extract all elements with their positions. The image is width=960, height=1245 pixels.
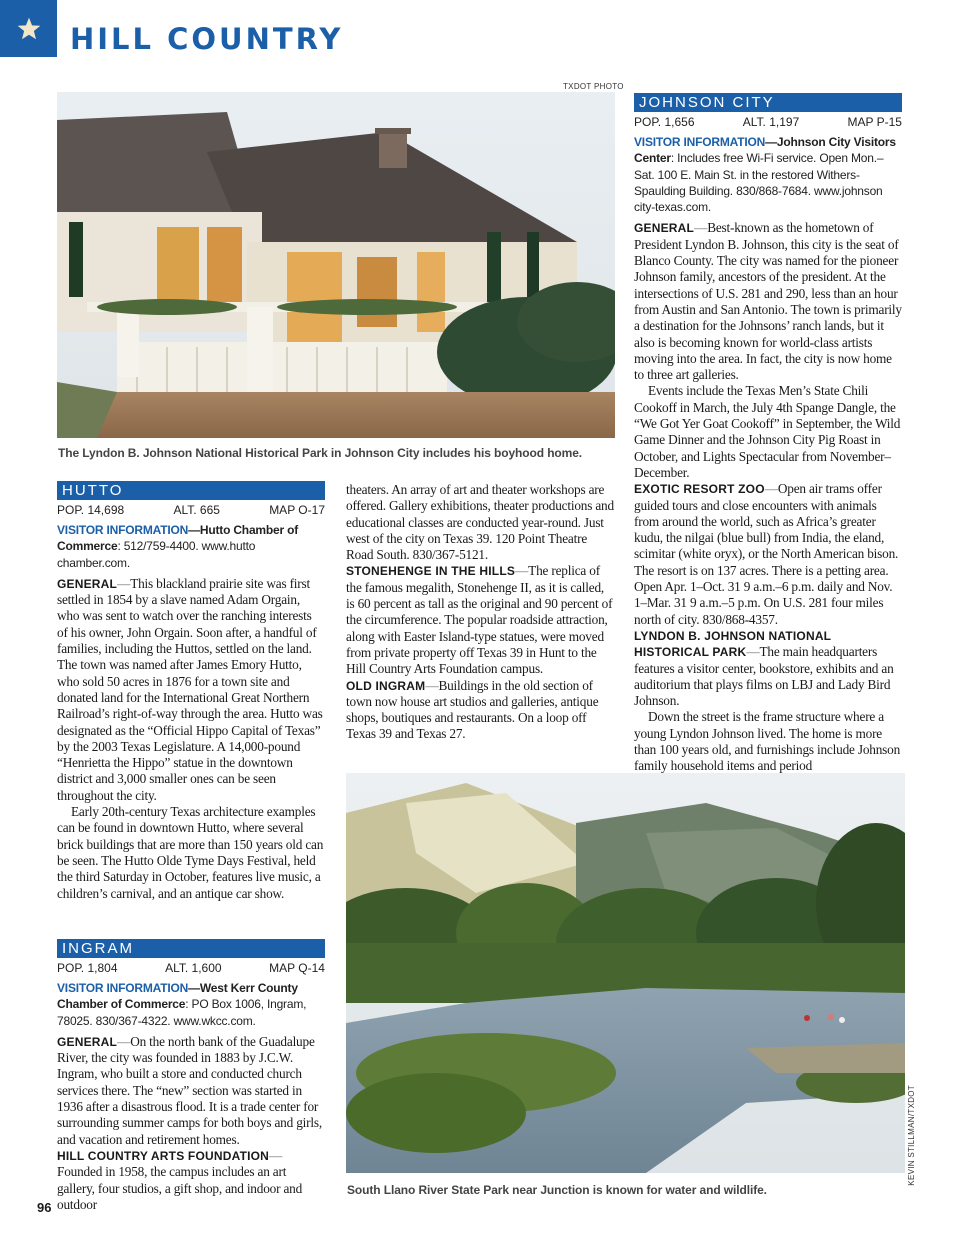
general-paragraph: GENERAL—This blackland prairie site was first settled in 1854 by a slave named Adam Orgain, who was sent to watch over the ranching interests of his owner, John Orgain. Soon after, a handful of families, including the Huttos, settled on the land. The town was named after James Emory Hutto, who sold 50 acres in 1876 for a town site and donated land for the International Great Northern Railroad’s right-of-way through the area. Hutto was designated as the “Official Hippo Capital of Texas” by the 2003 Texas Legislature. A 14,000-pound “Henrietta the Hippo” statue in the downtown district and 3,000 smaller ones can be seen throughout the city.: [57, 575, 323, 803]
visitor-details: : 512/759-4400. www.hutto chamber.com.: [57, 539, 256, 570]
population: POP. 14,698: [57, 503, 125, 517]
photo-credit: KEVIN STILLMAN/TXDOT: [907, 1085, 916, 1186]
town-name-bar: JOHNSON CITY: [634, 93, 902, 112]
visitor-details: : Includes free Wi-Fi service. Open Mon.–Sat. 100 E. Main St. in the restored Withers-Spaulding Building. 830/868-7684. www.johnson city-texas.com.: [634, 151, 884, 215]
altitude: ALT. 1,600: [165, 961, 222, 975]
general-label: GENERAL: [57, 576, 118, 591]
page-number: 96: [37, 1200, 52, 1215]
visitor-label: VISITOR INFORMATION: [634, 135, 766, 149]
boyhood-home-photo: [57, 92, 615, 438]
photo-caption: The Lyndon B. Johnson National Historical Park in Johnson City includes his boyhood home.: [58, 446, 583, 460]
attraction-label: HILL COUNTRY ARTS FOUNDATION: [57, 1148, 270, 1163]
general-section: [634, 220, 902, 774]
attraction-paragraph: HILL COUNTRY ARTS FOUNDATION—Founded in 1958, the campus includes an art gallery, four studios, a gift shop, and indoor and outdoor: [57, 1147, 303, 1212]
altitude: ALT. 1,197: [742, 115, 800, 129]
visitor-information: [57, 522, 325, 571]
hutto-entry: [57, 481, 325, 902]
attraction-paragraph: LYNDON B. JOHNSON NATIONAL HISTORICAL PARK—The main headquarters features a visitor center, bookstore, exhibits and an auditorium that plays films on LBJ and Lady Bird Johnson.: [634, 628, 894, 709]
photo-caption: South Llano River State Park near Junction is known for water and wildlife.: [347, 1183, 767, 1197]
attraction-label: STONEHENGE IN THE HILLS: [346, 564, 516, 579]
attraction-paragraph: STONEHENGE IN THE HILLS—The replica of the famous megalith, Stonehenge II, as it is called, is 60 percent as tall as the original and 90 percent of the circumference. The popular roadside attraction, along with Easter Island-type statues, were moved from private property off Texas 39 in Hunt to the Hill Country Arts Foundation campus.: [346, 563, 613, 677]
johnson-city-entry: [634, 93, 902, 775]
general-label: GENERAL: [57, 1034, 118, 1049]
town-name-bar: INGRAM: [57, 939, 325, 958]
general-label: GENERAL: [634, 221, 695, 236]
river-photo: [346, 773, 905, 1173]
town-stats: [634, 115, 902, 129]
town-stats: [57, 503, 325, 517]
photo-credit: TXDOT PHOTO: [563, 82, 624, 91]
attraction-paragraph: EXOTIC RESORT ZOO—Open air trams offer guided tours and close encounters with animals from around the world, such as Africa’s greater kudu, the nilgai (blue bull) from India, the eland, scimitar (white oryx), or the North American bison. The resort is on 137 acres. There is a petting area. Open Apr. 1–Oct. 31 9 a.m.–6 p.m. daily and Nov. 1–Mar. 31 9 a.m.–5 p.m. On U.S. 281 four miles north of city. 830/868-4357.: [634, 481, 899, 627]
general-section: [57, 1034, 325, 1213]
population: POP. 1,804: [57, 961, 118, 975]
visitor-information: [634, 134, 902, 215]
star-icon: [16, 16, 42, 42]
map-reference: MAP P-15: [847, 115, 902, 129]
general-paragraph: Events include the Texas Men’s State Chili Cookoff in March, the July 4th Spange Dangle, the “We Got Yer Goat Cookoff” in September, the Wild Game Dinner and the Johnson City Pig Roast in October, and Lights Spectacular from November–December.: [634, 383, 901, 480]
section-title: HILL COUNTRY: [70, 22, 344, 56]
visitor-label: VISITOR INFORMATION: [57, 981, 189, 995]
map-reference: MAP O-17: [269, 503, 325, 517]
altitude: ALT. 665: [173, 503, 220, 517]
town-stats: [57, 961, 325, 975]
continued-paragraph: theaters. An array of art and theater workshops are offered. Gallery exhibitions, theater productions and educational classes are conducted year-round. Just west of the city on Texas 39. 120 Point Theatre Road South. 830/367-5121.: [346, 482, 614, 563]
visitor-center-name: —West Kerr County Chamber of Commerce: [57, 981, 298, 1012]
general-paragraph: GENERAL—On the north bank of the Guadalupe River, the city was founded in 1883 by J.C.W. Ingram, who built a store and conducted church services there. The “new” section was started in 1936 after a disastrous flood. It is a trade center for surrounding summer camps for both boys and girls, and vacation and retirement homes.: [57, 1033, 322, 1147]
visitor-information: [57, 980, 325, 1029]
attraction-label: OLD INGRAM: [346, 678, 426, 693]
ingram-entry: [57, 939, 325, 1213]
visitor-center-name: —Hutto Chamber of Commerce: [57, 523, 299, 554]
visitor-center-name: —Johnson City Visitors Center: [634, 135, 896, 166]
attraction-label: LYNDON B. JOHNSON NATIONAL HISTORICAL PARK: [634, 628, 831, 660]
visitor-label: VISITOR INFORMATION: [57, 523, 189, 537]
visitor-details: : PO Box 1006, Ingram, 78025. 830/367-4322. www.wkcc.com.: [57, 997, 307, 1028]
general-paragraph: Early 20th-century Texas architecture examples can be found in downtown Hutto, where several brick buildings that are more than 150 years old can be seen. The Hutto Olde Tyme Days Festival, held the third Saturday in October, features live music, a children’s carnival, and an antique car show.: [57, 804, 324, 901]
town-name-bar: HUTTO: [57, 481, 325, 500]
section-star-badge: [0, 0, 57, 57]
general-section: [57, 576, 325, 902]
population: POP. 1,656: [634, 115, 695, 129]
general-paragraph: GENERAL—Best-known as the hometown of President Lyndon B. Johnson, this city is the seat of Blanco County. The city was named for the pioneer Johnson family, ancestors of the president. At the intersections of U.S. 281 and 290, less than an hour from Austin and San Antonio. The town is primarily a destination for the Johnsons’ ranch lands, but it also is becoming known for world-class artists moving into the area. In fact, the city is now home to three art galleries.: [634, 220, 902, 383]
attraction-label: EXOTIC RESORT ZOO: [634, 482, 765, 497]
ingram-continued: [346, 482, 614, 743]
attraction-paragraph: Down the street is the frame structure where a young Lyndon Johnson lived. The home is more than 100 years old, and furnishings include Johnson family household items and period: [634, 709, 901, 774]
attraction-paragraph: OLD INGRAM—Buildings in the old section of town now house art studios and galleries, antique shops, boutiques and restaurants. On a loop off Texas 39 and Texas 27.: [346, 677, 599, 742]
map-reference: MAP Q-14: [269, 961, 325, 975]
